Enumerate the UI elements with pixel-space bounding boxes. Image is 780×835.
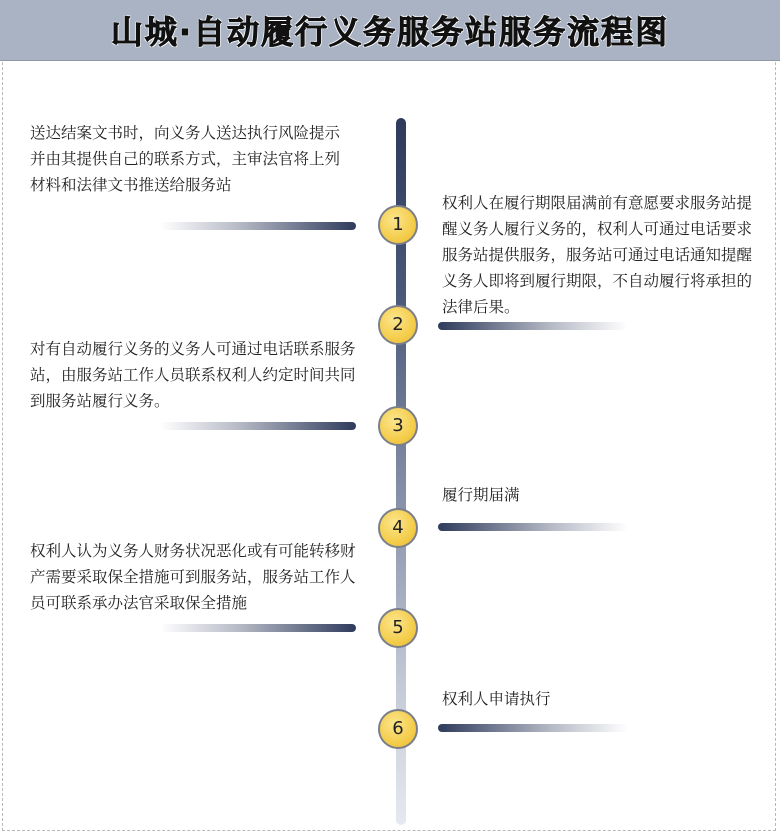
step-3-node: 3 [378, 406, 418, 446]
step-4-text: 履行期届满 [442, 486, 520, 504]
title-banner [0, 0, 780, 61]
step-4-node: 4 [378, 508, 418, 548]
step-1-node: 1 [378, 205, 418, 245]
step-2-text: 权利人在履行期限届满前有意愿要求服务站提醒义务人履行义务的，权利人可通过电话要求服务站提供服务，服务站可通过电话通知提醒义务人即将到履行期限，不自动履行将承担的法律后果。 [442, 194, 753, 316]
step-4-connector [438, 523, 628, 531]
step-5-text: 权利人认为义务人财务状况恶化或有可能转移财产需要采取保全措施可到服务站，服务站工作人员可联系承办法官采取保全措施 [30, 542, 356, 612]
step-2-node: 2 [378, 305, 418, 345]
step-3-text: 对有自动履行义务的义务人可通过电话联系服务站，由服务站工作人员联系权利人约定时间共同到服务站履行义务。 [30, 340, 356, 410]
step-1-connector [160, 222, 356, 230]
step-5-connector [160, 624, 356, 632]
step-6-node: 6 [378, 709, 418, 749]
step-1-text: 送达结案文书时，向义务人送达执行风险提示并由其提供自己的联系方式，主审法官将上列材料和法律文书推送给服务站 [30, 124, 341, 194]
step-2-connector [438, 322, 628, 330]
diagram-title: 山城·自动履行义务服务站服务流程图 [110, 13, 670, 51]
step-5-node: 5 [378, 608, 418, 648]
step-6-connector [438, 724, 628, 732]
step-6-text: 权利人申请执行 [442, 690, 551, 708]
step-3-connector [160, 422, 356, 430]
